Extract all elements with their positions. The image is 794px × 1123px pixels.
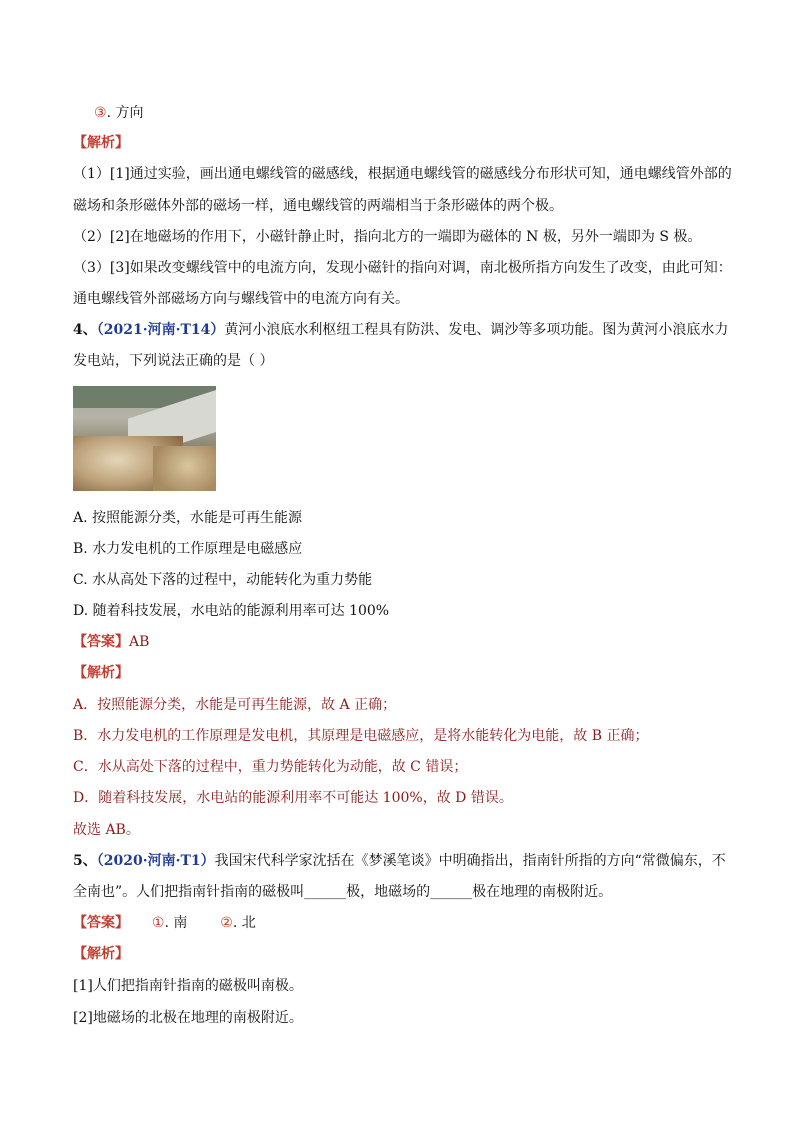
question-5-line-2: 全南也”。人们把指南针指南的磁极叫______极，地磁场的______极在地理的南极附近。 — [73, 884, 613, 900]
circled-number: ③ — [94, 105, 107, 121]
analysis-4-d: D．随着科技发展，水电站的能源利用率不可能达 100%，故 D 错误。 — [73, 790, 513, 806]
analysis-paragraph-3-line-1: （3）[3]如果改变螺线管中的电流方向，发现小磁针的指向对调，南北极所指方向发生了改变，由此可知： — [73, 260, 732, 276]
answer-4 — [73, 632, 149, 652]
analysis-heading-5: 【解析】 — [73, 946, 129, 962]
answer-text: . 方向 — [106, 105, 144, 121]
answer-value-1: . 南 — [164, 915, 188, 931]
option-c: C. 水从高处下落的过程中，动能转化为重力势能 — [73, 572, 373, 588]
dam-spillway-photo — [73, 386, 216, 491]
analysis-4-b: B．水力发电机的工作原理是发电机，其原理是电磁感应，是将水能转化为电能，故 B 正确； — [73, 728, 649, 744]
analysis-paragraph-1-line-2: 磁场和条形磁体外部的磁场一样，通电螺线管的两端相当于条形磁体的两个极。 — [73, 198, 563, 214]
question-source-tag: （2021·河南·T14） — [96, 322, 225, 338]
question-number: 5、 — [73, 853, 97, 869]
answer-label: 【答案】 — [73, 915, 129, 931]
option-b: B. 水力发电机的工作原理是电磁感应 — [73, 541, 303, 557]
question-text: 我国宋代科学家沈括在《梦溪笔谈》中明确指出，指南针所指的方向“常微偏东，不 — [214, 853, 726, 869]
analysis-4-a: A．按照能源分类，水能是可再生能源，故 A 正确； — [73, 697, 397, 713]
option-a: A. 按照能源分类，水能是可再生能源 — [73, 510, 303, 526]
analysis-paragraph-1-line-1: （1）[1]通过实验，画出通电螺线管的磁感线，根据通电螺线管的磁感线分布形状可知，通电螺线管外部的 — [73, 166, 732, 182]
answer-value: AB — [129, 634, 150, 650]
answer-5 — [73, 913, 256, 933]
analysis-paragraph-2: （2）[2]在地磁场的作用下，小磁针静止时，指向北方的一端即为磁体的 N 极，另外一端即为 S 极。 — [73, 229, 702, 245]
analysis-heading: 【解析】 — [73, 135, 129, 151]
question-source-tag: （2020·河南·T1） — [96, 853, 215, 869]
question-5-line-1 — [73, 851, 726, 871]
analysis-paragraph-3-line-2: 通电螺线管外部磁场方向与螺线管中的电流方向有关。 — [73, 291, 409, 307]
question-number: 4、 — [73, 322, 97, 338]
answer-value-2: . 北 — [232, 915, 256, 931]
analysis-heading-4: 【解析】 — [73, 665, 129, 681]
analysis-5-line-2: [2]地磁场的北极在地理的南极附近。 — [73, 1010, 303, 1026]
question-text: 黄河小浪底水利枢纽工程具有防洪、发电、调沙等多项功能。图为黄河小浪底水力 — [224, 322, 729, 338]
analysis-5-line-1: [1]人们把指南针指南的磁极叫南极。 — [73, 978, 303, 994]
question-4-line-2: 发电站，下列说法正确的是（ ） — [73, 353, 274, 369]
circled-number-2: ② — [220, 915, 233, 931]
answer-label: 【答案】 — [73, 634, 129, 650]
answer-item-3 — [94, 103, 143, 123]
circled-number-1: ① — [151, 915, 165, 931]
option-d: D. 随着科技发展，水电站的能源利用率可达 100% — [73, 603, 390, 619]
analysis-4-conclusion: 故选 AB。 — [73, 822, 140, 838]
analysis-4-c: C．水从高处下落的过程中，重力势能转化为动能，故 C 错误； — [73, 759, 468, 775]
question-4-line-1 — [73, 320, 728, 340]
